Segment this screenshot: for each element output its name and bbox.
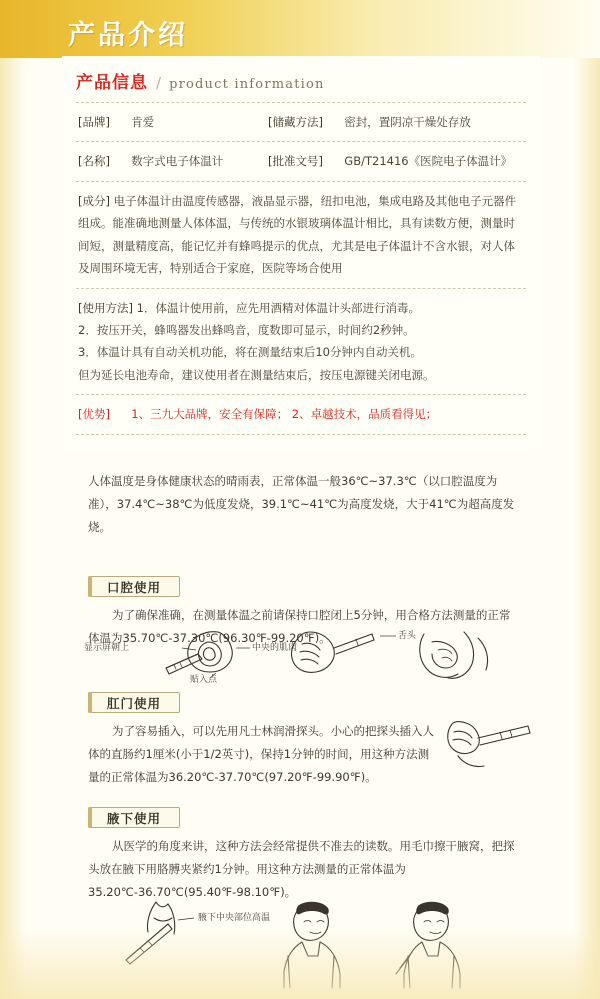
advantage-label: [优势] [78,407,110,422]
card-title-separator: / [156,74,162,92]
page-title: 产品介绍 [68,20,188,51]
usage-line-1: 1．体温计使用前，应先用酒精对体温计头部进行消毒。 [136,300,420,315]
section-heading-oral: 口腔使用 [88,576,180,597]
section-heading-anal: 肛门使用 [88,692,180,713]
row-usage [76,288,526,395]
card-title-en: product information [169,77,325,92]
illustration-armpit [112,898,532,988]
ingredient-label: [成分] [78,193,110,208]
section-body-armpit: 从医学的角度来讲，这种方法会经常提供不准去的读数。用毛巾擦干腋窝，把探头放在腋下用胳膊夹紧约1分钟。用这种方法测量的正常体温为35.20℃-36.70℃(95.40℉-98.10℉)。 [88,839,515,899]
usage-line-2: 2．按压开关，蜂鸣器发出蜂鸣音，度数即可显示，时间约2秒钟。 [78,322,415,337]
name-value: 数字式电子体温计 [131,154,224,169]
row-brand-storage [76,102,526,141]
armpit-label-center-high-temp: 腋下中央部位高温 [198,913,271,923]
approval-value: GB/T21416《医院电子体温计》 [344,154,513,169]
storage-label: [储藏方法] [268,115,323,129]
section-heading-armpit: 腋下使用 [88,807,180,828]
oral-label-central-muscle: 中央的肌肉 [252,643,298,653]
body-temperature-intro: 人体温度是身体健康状态的晴雨表，正常体温一般36℃~37.3℃（以口腔温度为准），37.4℃~38℃为低度发烧，39.1℃~41℃为高度发烧，大于41℃为超高度发烧。 [88,474,515,534]
usage-label: [使用方法] [78,300,133,315]
advantage-value: 1、三九大品牌，安全有保障； 2、卓越技术，品质看得见； [131,407,438,422]
brand-label: [品牌] [78,115,110,129]
oral-label-insert-point: 贴入点 [190,675,218,685]
illustration-anal [440,712,536,780]
card-title-cn: 产品信息 [76,73,148,93]
usage-line-4: 但为延长电池寿命，建议使用者在测量结束后，按压电源键关闭电源。 [78,367,435,382]
approval-label: [批准文号] [268,154,323,169]
oral-tongue-sketch [420,632,488,678]
anal-illustration-svg [440,712,536,780]
usage-line-3: 3．体温计具有自动关机功能，将在测量结束后10分钟内自动关机。 [78,345,422,360]
row-ingredient [76,181,526,288]
row-advantage [76,394,526,434]
armpit-detail-sketch [126,902,194,964]
storage-value: 密封，置阴凉干燥处存放 [344,115,471,129]
armpit-illustration-svg [112,898,532,988]
name-label: [名称] [78,154,110,169]
brand-value: 肯爱 [131,115,155,129]
oral-hand-sketch [291,632,396,672]
page-banner [0,0,600,58]
person-front-sketch [284,902,340,988]
row-name-approval [76,141,526,180]
card-title [76,68,526,102]
oral-illustration-svg [124,628,524,686]
product-info-card [62,56,540,451]
oral-label-screen-up: 显示屏朝上 [84,643,130,653]
section-body-oral: 为了确保准确，在测量体温之前请保持口腔闭上5分钟，用合格方法测量的正常体温为35.70℃-37.30℃(96.30℉-99.20℉)。 [88,608,511,645]
person-armpit-sketch [396,902,460,988]
oral-label-tongue: 舌头 [398,631,417,641]
section-body-anal: 为了容易插入，可以先用凡士林润滑探头。小心的把探头插入人体的直肠约1厘米(小于1/2英寸)，保持1分钟的时间，用这种方法测量的正常体温为36.20℃-37.70℃(97.20℉-99.90℉)。 [88,724,434,784]
ingredient-value: 电子体温计由温度传感器，液晶显示器，纽扣电池，集成电路及其他电子元器件组成。能准确地测量人体体温，与传统的水银玻璃体温计相比，具有读数方便，测量时间短，测量精度高，能记忆并有蜂鸣提示的优点，尤其是电子体温计不含水银，对人体及周围环境无害，特别适合于家庭，医院等场合使用 [78,193,517,276]
illustration-oral [84,628,524,686]
